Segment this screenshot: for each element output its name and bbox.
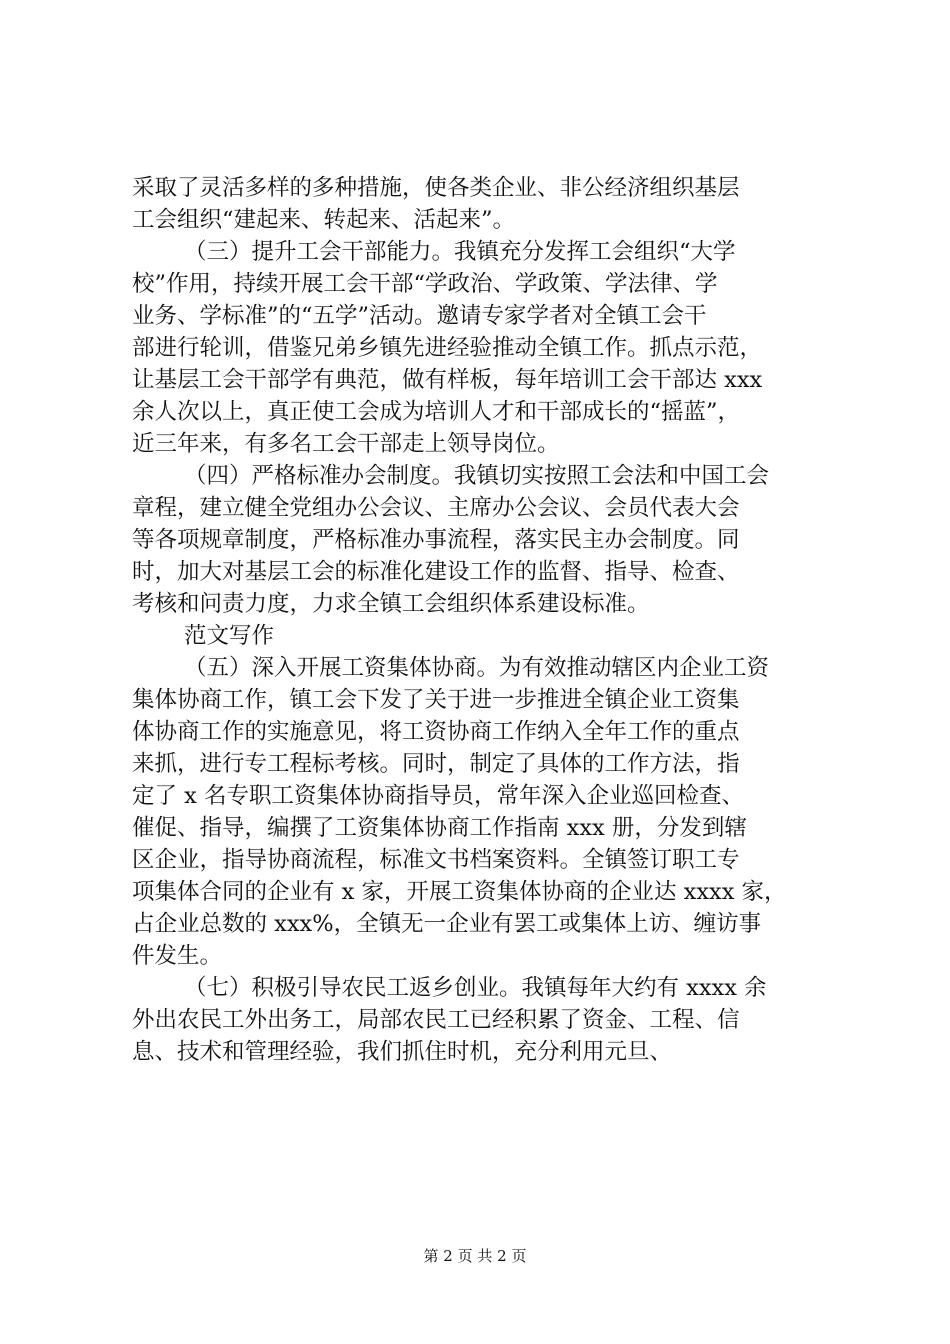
text-line: 工会组织“建起来、转起来、活起来”。 xyxy=(132,207,516,233)
text-line: 业务、学标准”的“五学”活动。邀请专家学者对全镇工会干 xyxy=(132,303,707,329)
text-line: 来抓，进行专工程标考核。同时，制定了具体的工作方法，指 xyxy=(132,751,740,777)
text-line: 集体协商工作，镇工会下发了关于进一步推进全镇企业工资集 xyxy=(132,687,740,713)
text-line: 考核和问责力度，力求全镇工会组织体系建设标准。 xyxy=(132,591,650,617)
text-line: 催促、指导，编撰了工资集体协商工作指南 xxx 册，分发到辖 xyxy=(132,815,747,841)
text-line: 近三年来，有多名工会干部走上领导岗位。 xyxy=(132,431,560,457)
text-line: 时，加大对基层工会的标准化建设工作的监督、指导、检查、 xyxy=(132,559,740,585)
text-line: 校”作用，持续开展工会干部“学政治、学政策、学法律、学 xyxy=(132,271,718,297)
page-footer xyxy=(0,1246,950,1266)
text-line: 区企业，指导协商流程，标准文书档案资料。全镇签订职工专 xyxy=(132,847,740,873)
paragraph-start-line: （五）深入开展工资集体协商。为有效推动辖区内企业工资 xyxy=(184,655,770,681)
paragraph-start-line: （七）积极引导农民工返乡创业。我镇每年大约有 xxxx 余 xyxy=(184,975,767,1001)
text-line: 项集体合同的企业有 x 家，开展工资集体协商的企业达 xxxx 家， xyxy=(132,879,787,905)
text-line: 定了 x 名专职工资集体协商指导员，常年深入企业巡回检查、 xyxy=(132,783,744,809)
text-line: 余人次以上，真正使工会成为培训人才和干部成长的“摇蓝”， xyxy=(132,399,741,425)
document-body xyxy=(132,172,832,1068)
text-line: 章程，建立健全党组办公会议、主席办公会议、会员代表大会 xyxy=(132,495,740,521)
text-line: 等各项规章制度，严格标准办事流程，落实民主办会制度。同 xyxy=(132,527,740,553)
text-line: 息、技术和管理经验，我们抓住时机，充分利用元旦、 xyxy=(132,1039,673,1065)
text-line: 体协商工作的实施意见，将工资协商工作纳入全年工作的重点 xyxy=(132,719,740,745)
text-line: 采取了灵活多样的多种措施，使各类企业、非公经济组织基层 xyxy=(132,175,740,201)
text-line: 部进行轮训，借鉴兄弟乡镇先进经验推动全镇工作。抓点示范， xyxy=(132,335,763,361)
paragraph-start-line: （四）严格标准办会制度。我镇切实按照工会法和中国工会 xyxy=(184,463,770,489)
text-line: 让基层工会干部学有典范，做有样板，每年培训工会干部达 xxx xyxy=(132,367,763,393)
section-heading: 范文写作 xyxy=(184,623,275,649)
text-line: 占企业总数的 xxx%，全镇无一企业有罢工或集体上访、缠访事 xyxy=(132,911,762,937)
paragraph-start-line: （三）提升工会干部能力。我镇充分发挥工会组织“大学 xyxy=(184,239,736,265)
text-line: 外出农民工外出务工，局部农民工已经积累了资金、工程、信 xyxy=(132,1007,740,1033)
page-number-label: 第 2 页 共 2 页 xyxy=(423,1247,527,1265)
text-line: 件发生。 xyxy=(132,943,223,969)
